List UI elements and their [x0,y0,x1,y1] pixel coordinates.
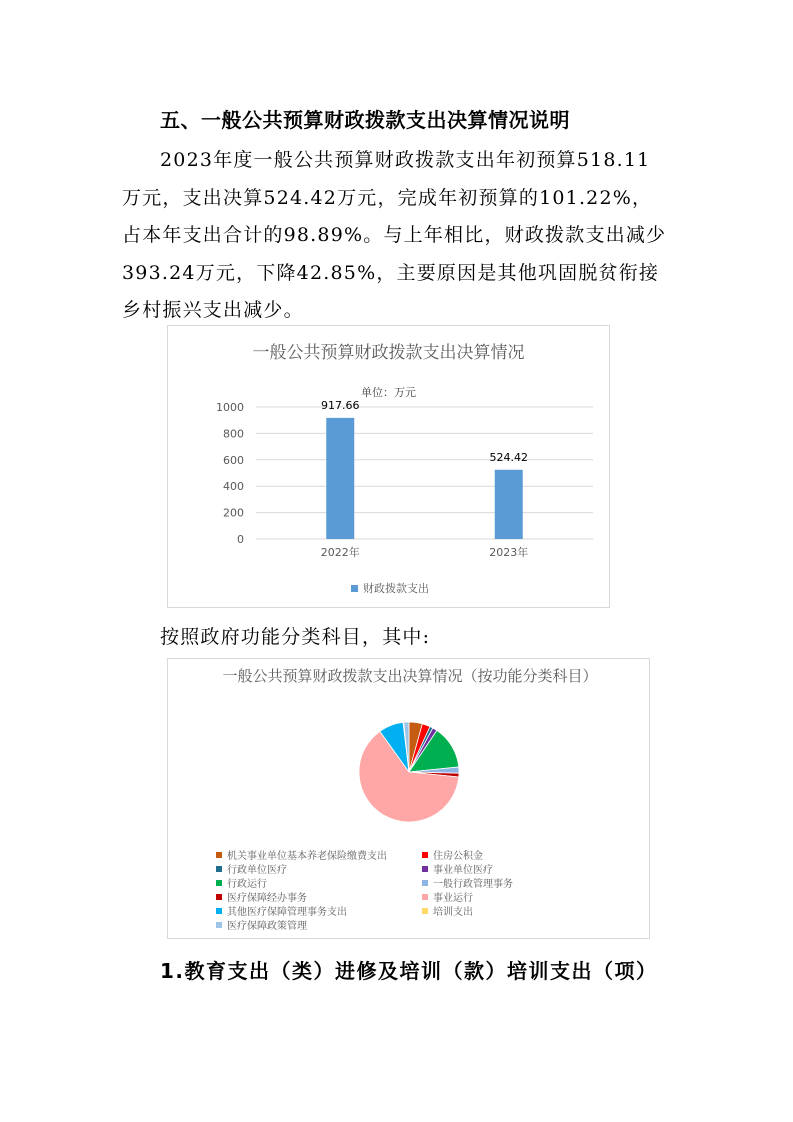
legend-label: 机关事业单位基本养老保险缴费支出 [227,851,387,862]
pie-legend-item [216,875,267,890]
pie-legend-item [216,903,347,918]
pie-legend-item [422,903,473,918]
legend-swatch [422,852,428,858]
bar-chart-subtitle: 单位：万元 [361,386,416,399]
y-tick-label: 1000 [216,401,244,414]
pie-legend-item [422,889,473,904]
legend-label: 行政运行 [227,879,267,890]
section-heading: 五、一般公共预算财政拨款支出决算情况说明 [160,108,570,132]
legend-swatch [422,866,428,872]
pie-legend-item [216,861,287,876]
bar-data-label: 917.66 [321,398,360,412]
y-tick-label: 0 [237,533,244,546]
legend-swatch [216,922,222,928]
legend-label: 一般行政管理事务 [433,879,513,890]
legend-label: 行政单位医疗 [227,865,287,876]
legend-label: 财政拨款支出 [363,582,429,595]
y-tick-label: 600 [223,453,244,467]
bar [495,470,523,539]
legend-swatch [216,908,222,914]
pie-legend-item [216,917,307,932]
legend-swatch [216,880,222,886]
legend-swatch [216,894,222,900]
pie-legend-item [216,889,307,904]
y-tick-label: 800 [223,427,244,441]
legend-label: 事业单位医疗 [433,865,493,876]
subheading: 1.教育支出（类）进修及培训（款）培训支出（项） [160,959,658,983]
pie-legend-item [422,875,513,890]
legend-swatch [422,908,428,914]
legend-label: 医疗保障经办事务 [227,893,307,904]
legend-swatch [422,880,428,886]
legend-label: 事业运行 [433,893,473,904]
bar-chart-title: 一般公共预算财政拨款支出决算情况 [252,343,525,363]
x-tick-label: 2022年 [320,546,360,559]
intro-line: 按照政府功能分类科目，其中: [160,626,431,648]
legend-label: 医疗保障政策管理 [227,921,307,932]
pie-chart-title: 一般公共预算财政拨款支出决算情况（按功能分类科目） [222,667,598,685]
bar-data-label: 524.42 [489,450,528,464]
bar-chart [167,325,610,608]
pie-legend-item [422,861,493,876]
pie-chart [167,658,650,939]
pie-legend-item [422,847,483,862]
legend-label: 其他医疗保障管理事务支出 [227,907,347,918]
body-paragraph: 2023年度一般公共预算财政拨款支出年初预算518.11万元，支出决算524.42万元，完成年初预算的101.22%，占本年支出合计的98.89%。与上年相比，财政拨款支出减少393.24万元，下降42.85%，主要原因是其他巩固脱贫衔接乡村振兴支出减少。 [122,149,667,321]
bar-chart-plot [168,326,609,607]
legend-label: 住房公积金 [433,851,483,862]
y-tick-label: 400 [223,480,244,494]
y-tick-label: 200 [223,506,244,520]
bar [326,418,354,539]
pie-legend-item [216,847,387,862]
legend-label: 培训支出 [433,907,473,918]
legend-swatch [422,894,428,900]
pie-chart-plot [168,659,649,839]
legend-swatch [216,866,222,872]
x-tick-label: 2023年 [489,546,529,559]
legend-swatch [216,852,222,858]
legend-swatch [351,585,358,592]
